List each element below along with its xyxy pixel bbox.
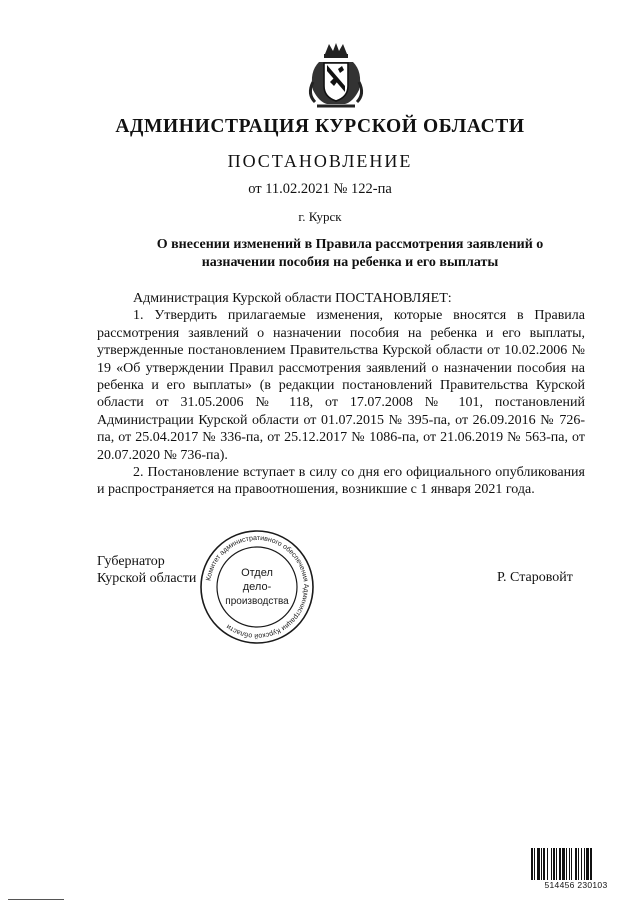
barcode-digits: 514456 230103 [528, 880, 624, 890]
document-subject [130, 236, 570, 272]
office-stamp [198, 528, 316, 646]
footer-rule [8, 899, 64, 900]
signatory-title-line-2: Курской области [97, 571, 197, 586]
subject-line-1: О внесении изменений в Правила рассмотрения заявлений о [156, 237, 544, 252]
authority-name: АДМИНИСТРАЦИЯ КУРСКОЙ ОБЛАСТИ [115, 116, 525, 137]
coat-of-arms-emblem [305, 42, 367, 112]
document-type: ПОСТАНОВЛЕНИЕ [227, 151, 413, 171]
signatory-name: Р. Старовойт [497, 570, 573, 585]
stamp-line-3: производства [225, 596, 289, 607]
document-body [97, 290, 585, 499]
document-city: г. Курск [298, 209, 342, 224]
signatory-title [97, 553, 196, 587]
stamp-line-1: Отдел [241, 567, 273, 579]
paragraph-1: 1. Утвердить прилагаемые изменения, которые вносятся в Правила рассмотрения заявлений о назначении пособия на ребенка и его выплаты, утвержденные постановлением Правительства Курской области от 10.02.2006 № 19 «Об утверждении Правил рассмотрения заявлений о назначении пособия на ребенка и его выплаты» (в редакции постановлений Правительства Курской области от 31.05.2006 № 118, от 17.07.2008 № 101, постановлений Администрации Курской области от 01.07.2015 № 395-па, от 26.09.2016 № 726-па, от 25.04.2017 № 336-па, от 25.12.2017 № 1086-па, от 21.06.2019 № 563-па, от 20.07.2020 № 736-па). [97, 308, 585, 463]
preamble: Администрация Курской области ПОСТАНОВЛЯЕТ: [133, 291, 452, 306]
stamp-ring-text: Комитет административного обеспечения Администрации Курской области [205, 534, 310, 640]
stamp-line-2: дело- [242, 581, 272, 593]
signatory-title-line-1: Губернатор [97, 554, 165, 569]
document-date-number: от 11.02.2021 № 122-па [248, 181, 392, 197]
subject-line-2: назначении пособия на ребенка и его выплаты [201, 255, 499, 270]
paragraph-2: 2. Постановление вступает в силу со дня его официального опубликования и распространяется на правоотношения, возникшие с 1 января 2021 года. [97, 465, 585, 498]
